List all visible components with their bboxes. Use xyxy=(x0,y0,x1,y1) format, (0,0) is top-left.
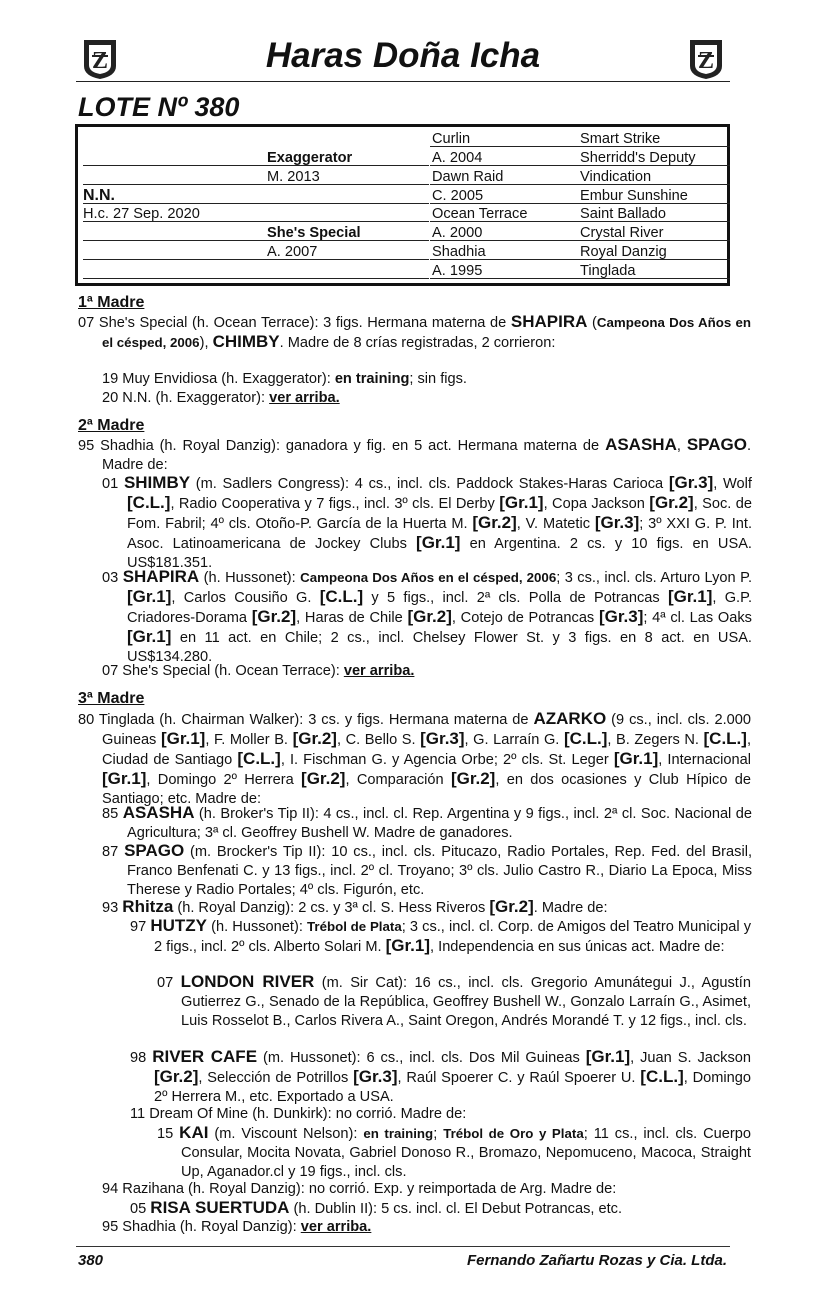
produce-entry: 87 SPAGO (m. Brocker's Tip II): 10 cs., incl. cls. Pitucazo, Radio Portales, Rep. Fed. del Brasil, Franco Benfenati C. y 13 figs., incl. 2º cl. Troyano; 3º cls. Julio Castro R., Diario La Epoca, Miss Therese y Radio Portales; 4º cls. Figurón, etc. xyxy=(102,841,752,898)
page-title: Haras Doña Icha xyxy=(265,36,541,75)
page-number: 380 xyxy=(78,1252,104,1269)
produce-entry: 07 LONDON RIVER (m. Sir Cat): 16 cs., incl. cls. Gregorio Amunátegui J., Agustín Gutierrez G., Senado de la República, Geoffrey Bushell W., Gonzalo Larraín G., Asimet, Luis Rosselot B., Carlos Rivera A., Saint Oregon, Andrés Morandé T. y 12 figs., incl. cls. xyxy=(157,972,751,1029)
ped-horse: N.N. xyxy=(83,187,115,204)
ped-ggs: Saint Ballado xyxy=(580,206,667,222)
ped-ggs: Vindication xyxy=(580,169,652,185)
svg-text:Z: Z xyxy=(91,48,109,74)
produce-entry: 94 Razihana (h. Royal Danzig): no corrió. Exp. y reimportada de Arg. Madre de: xyxy=(102,1181,617,1197)
ped-dam-year: A. 2007 xyxy=(267,244,318,260)
ped-dam: She's Special xyxy=(267,225,361,241)
ped-grandsire-year: A. 2004 xyxy=(432,150,483,166)
section-third-dam: 3ª Madre xyxy=(78,690,145,707)
produce-entry: 11 Dream Of Mine (h. Dunkirk): no corrió. Madre de: xyxy=(130,1106,467,1122)
ped-ggs: Crystal River xyxy=(580,225,664,241)
svg-text:Z: Z xyxy=(697,48,715,74)
produce-entry: 20 N.N. (h. Exaggerator): ver arriba. xyxy=(102,390,340,406)
ped-ggs: Smart Strike xyxy=(580,131,661,147)
ped-grandsire: Dawn Raid xyxy=(432,169,504,185)
ped-grandsire: Ocean Terrace xyxy=(432,206,528,222)
ped-grandsire-year: C. 2005 xyxy=(432,188,484,204)
produce-entry: 95 Shadhia (h. Royal Danzig): ver arriba. xyxy=(102,1219,372,1235)
lot-number: LOTE Nº 380 xyxy=(78,92,240,122)
ped-sire-year: M. 2013 xyxy=(267,169,320,185)
ped-sire: Exaggerator xyxy=(267,150,353,166)
ped-ggs: Embur Sunshine xyxy=(580,188,688,204)
produce-entry: 03 SHAPIRA (h. Hussonet): Campeona Dos Años en el césped, 2006; 3 cs., incl. cls. Arturo Lyon P. [Gr.1], Carlos Cousiño G. [C.L.] y 5 figs., incl. 2ª cls. Polla de Potrancas [Gr.1], G.P. Criadores-Dorama [Gr.2], Haras de Chile [Gr.2], Cotejo de Potrancas [Gr.3]; 4ª cl. Las Oaks [Gr.1] en 11 act. en Chile; 2 cs., incl. Chelsey Flower St. y 3 figs. en 8 act. en USA. US$134.280. xyxy=(102,567,753,665)
haras-logo-icon xyxy=(686,36,726,80)
ped-grandsire-year: A. 2000 xyxy=(432,225,483,241)
ped-ggs: Royal Danzig xyxy=(580,244,667,260)
ped-ggs: Tinglada xyxy=(580,263,636,279)
produce-entry: 85 ASASHA (h. Broker's Tip II): 4 cs., incl. cl. Rep. Argentina y 9 figs., incl. 2ª cl. Soc. Nacional de Agricultura; 3ª cl. Geoffrey Bushell W. Madre de ganadores. xyxy=(102,803,752,841)
page-header xyxy=(76,28,730,84)
dam-entry: 80 Tinglada (h. Chairman Walker): 3 cs. y figs. Hermana materna de AZARKO (9 cs., incl. cls. 2.000 Guineas [Gr.1], F. Moller B. [Gr.2], C. Bello S. [Gr.3], G. Larraín G. [C.L.], B. Zegers N. [C.L.], Ciudad de Santiago [C.L.], I. Fischman G. y Agencia Orbe; 2º cls. St. Leger [Gr.1], Internacional [Gr.1], Domingo 2º Herrera [Gr.2], Comparación [Gr.2], en dos ocasiones y Club Hípico de Santiago; etc. Madre de: xyxy=(78,709,752,807)
section-first-dam: 1ª Madre xyxy=(78,294,145,311)
header-rule xyxy=(76,81,730,82)
ped-grandsire-year: A. 1995 xyxy=(432,263,483,279)
ped-grandsire: Curlin xyxy=(432,131,471,147)
produce-entry: 97 HUTZY (h. Hussonet): Trébol de Plata; 3 cs., incl. cl. Corp. de Amigos del Teatro Municipal y 2 figs., incl. 2º cls. Alberto Solari M. [Gr.1], Independencia en sus únicas act. Madre de: xyxy=(130,916,751,955)
produce-entry: 93 Rhitza (h. Royal Danzig): 2 cs. y 3ª cl. S. Hess Riveros [Gr.2]. Madre de: xyxy=(102,897,608,916)
produce-entry: 19 Muy Envidiosa (h. Exaggerator): en training; sin figs. xyxy=(102,371,467,387)
ped-horse-birth: H.c. 27 Sep. 2020 xyxy=(83,206,200,222)
ped-grandsire: Shadhia xyxy=(432,244,486,260)
dam-entry: 95 Shadhia (h. Royal Danzig): ganadora y fig. en 5 act. Hermana materna de ASASHA, SPAGO. Madre de: xyxy=(78,435,752,473)
produce-entry: 98 RIVER CAFE (m. Hussonet): 6 cs., incl. cls. Dos Mil Guineas [Gr.1], Juan S. Jackson [Gr.2], Selección de Potrillos [Gr.3], Raúl Spoerer C. y Raúl Spoerer U. [C.L.], Domingo 2º Herrera M., etc. Exportado a USA. xyxy=(130,1047,751,1105)
section-second-dam: 2ª Madre xyxy=(78,417,145,434)
produce-entry: 01 SHIMBY (m. Sadlers Congress): 4 cs., incl. cls. Paddock Stakes-Haras Carioca [Gr.3], Wolf [C.L.], Radio Cooperativa y 7 figs., incl. 3º cls. El Derby [Gr.1], Copa Jackson [Gr.2], Soc. de Fom. Fabril; 4º cls. Otoño-P. García de la Huerta M. [Gr.2], V. Matetic [Gr.3]; 3º XXI G. P. Int. Asoc. Latinoamericana de Jockey Clubs [Gr.1] en Argentina. 2 cs. y 10 figs. en USA. US$181.351. xyxy=(102,473,753,571)
footer-rule xyxy=(76,1246,730,1247)
dam-entry: 07 She's Special (h. Ocean Terrace): 3 figs. Hermana materna de SHAPIRA (Campeona Dos Años en el césped, 2006), CHIMBY. Madre de 8 crías registradas, 2 corrieron: xyxy=(78,312,752,351)
pedigree-table xyxy=(75,124,730,286)
footer-company: Fernando Zañartu Rozas y Cia. Ltda. xyxy=(466,1252,727,1269)
produce-entry: 05 RISA SUERTUDA (h. Dublin II): 5 cs. incl. cl. El Debut Potrancas, etc. xyxy=(130,1198,622,1217)
produce-entry: 15 KAI (m. Viscount Nelson): en training; Trébol de Oro y Plata; 11 cs., incl. cls. Cuerpo Consular, Mocita Novata, Gabriel Donoso R., Bromazo, Nepomuceno, Macoca, Straight Up, Aganador.cl y 19 figs., incl. cls. xyxy=(157,1123,752,1180)
ped-ggs: Sherridd's Deputy xyxy=(580,150,696,166)
produce-entry: 07 She's Special (h. Ocean Terrace): ver arriba. xyxy=(102,663,415,679)
